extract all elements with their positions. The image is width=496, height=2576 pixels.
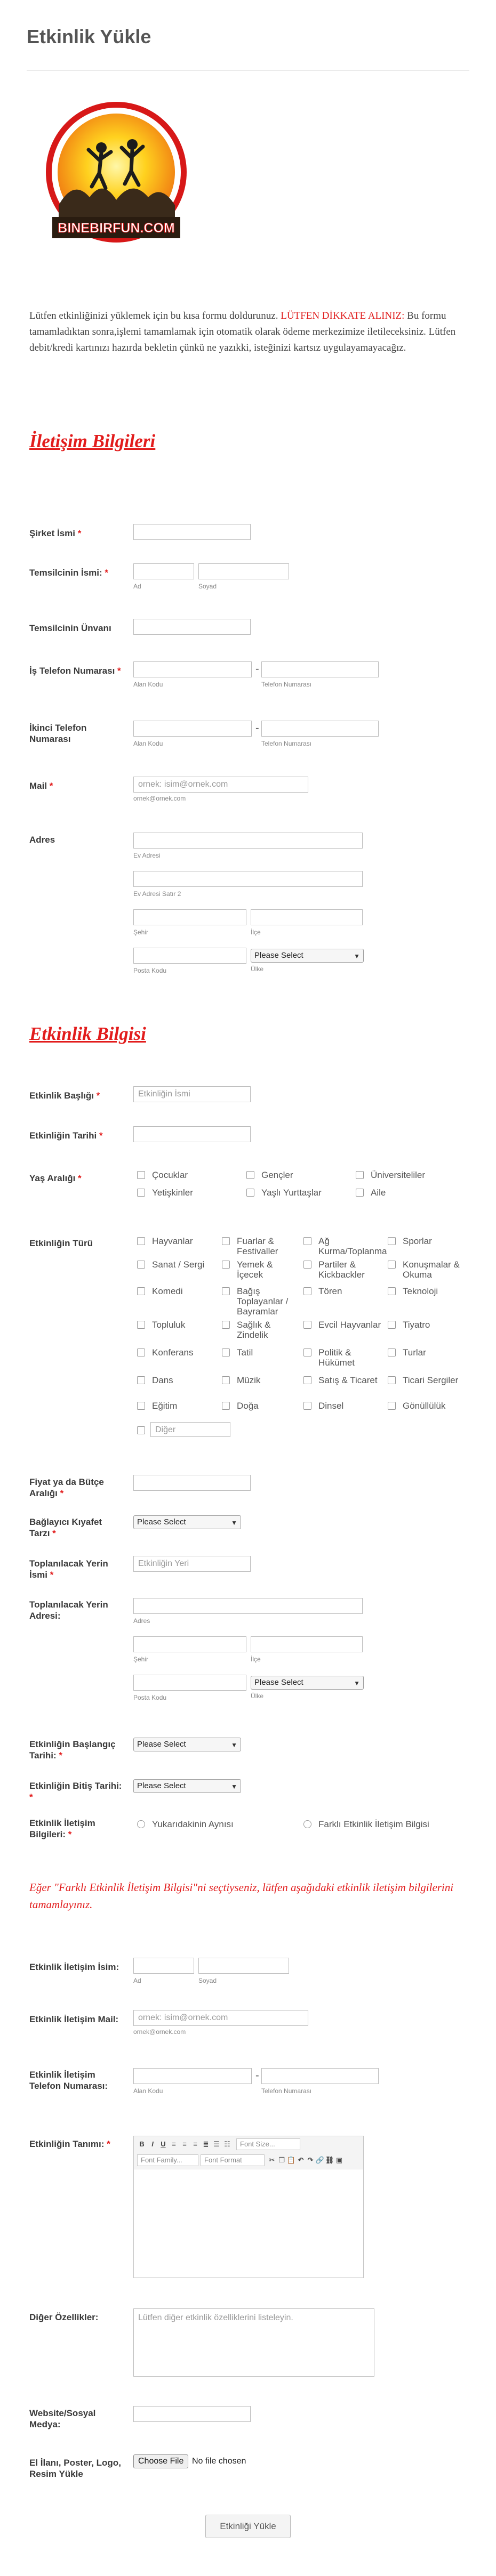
section-contact-heading: İletişim Bilgileri xyxy=(29,431,156,451)
contact-phone-area-sub: Alan Kodu xyxy=(133,2087,163,2095)
intro-warning: LÜTFEN DİKKATE ALINIZ: xyxy=(281,310,405,321)
start-date-select[interactable]: Please Select ▼ xyxy=(133,1738,241,1751)
contact-info-label: Etkinlik İletişim Bilgileri: * xyxy=(29,1818,95,1839)
venue-district-input[interactable] xyxy=(251,1636,363,1652)
bullet-list-icon[interactable]: ☰ xyxy=(213,2140,220,2148)
title-divider xyxy=(27,70,469,71)
rep-first-sub: Ad xyxy=(133,583,141,590)
contact-note: Eğer "Farklı Etkinlik İletişim Bilgisi"ni seçtiyseniz, lütfen aşağıdaki etkinlik iletişim bilgilerini tamamlayınız. xyxy=(29,1881,454,1911)
venue-label: Toplanılacak Yerin İsmi * xyxy=(29,1558,108,1580)
price-input[interactable] xyxy=(133,1475,251,1491)
contact-phone-label: Etkinlik İletişim Telefon Numarası: xyxy=(29,2070,108,2091)
company-label: Şirket İsmi * xyxy=(29,528,82,538)
venue-city-input[interactable] xyxy=(133,1636,246,1652)
venue-district-sub: İlçe xyxy=(251,1656,261,1663)
address-city-input[interactable] xyxy=(133,909,246,925)
end-date-label: Etkinliğin Bitiş Tarihi: * xyxy=(29,1781,122,1802)
address-country-sub: Ülke xyxy=(251,965,264,973)
address-city-sub: Şehir xyxy=(133,928,149,936)
venue-address-label: Toplanılacak Yerin Adresi: xyxy=(29,1600,108,1621)
venue-address-line-input[interactable] xyxy=(133,1598,363,1614)
contact-phone-number-input[interactable] xyxy=(261,2068,379,2084)
venue-input[interactable]: Etkinliğin Yeri xyxy=(133,1556,251,1572)
venue-zip-sub: Posta Kodu xyxy=(133,1694,167,1701)
redo-icon[interactable]: ↷ xyxy=(307,2156,314,2164)
align-center-icon[interactable]: ≡ xyxy=(182,2140,187,2148)
address-line2-sub: Ev Adresi Satır 2 xyxy=(133,890,181,898)
font-family-select[interactable]: Font Family... xyxy=(137,2154,198,2166)
work-phone-number-sub: Telefon Numarası xyxy=(261,681,312,688)
section-event-heading: Etkinlik Bilgisi xyxy=(29,1023,146,1044)
submit-button[interactable]: Etkinliği Yükle xyxy=(205,2515,291,2538)
rep-name-label: Temsilcinin İsmi: * xyxy=(29,568,109,578)
rep-first-name-input[interactable] xyxy=(133,563,194,579)
logo xyxy=(42,99,191,253)
address-line1-sub: Ev Adresi xyxy=(133,852,161,859)
mail-sub: ornek@ornek.com xyxy=(133,795,186,802)
chevron-down-icon: ▼ xyxy=(231,1783,237,1790)
chevron-down-icon: ▼ xyxy=(231,1741,237,1749)
second-phone-area-sub: Alan Kodu xyxy=(133,740,163,747)
venue-country-sub: Ülke xyxy=(251,1692,264,1700)
venue-city-sub: Şehir xyxy=(133,1656,149,1663)
second-phone-number-sub: Telefon Numarası xyxy=(261,740,312,747)
venue-address-line-sub: Adres xyxy=(133,1617,150,1625)
intro-text-1: Lütfen etkinliğinizi yüklemek için bu kısa formu doldurunuz. xyxy=(29,310,278,321)
contact-last-sub: Soyad xyxy=(198,1977,217,1984)
contact-mail-sub: ornek@ornek.com xyxy=(133,2028,186,2036)
address-line1-input[interactable] xyxy=(133,833,363,849)
rep-title-label: Temsilcinin Ünvanı xyxy=(29,623,111,633)
event-title-label: Etkinlik Başlığı * xyxy=(29,1091,100,1101)
address-label: Adres xyxy=(29,835,55,845)
font-size-select[interactable]: Font Size... xyxy=(236,2138,300,2150)
intro-paragraph xyxy=(29,308,467,356)
numbered-list-icon[interactable]: ☷ xyxy=(224,2140,230,2148)
align-right-icon[interactable]: ≡ xyxy=(193,2140,197,2148)
link-icon[interactable]: 🔗 xyxy=(315,2156,325,2164)
undo-icon[interactable]: ↶ xyxy=(298,2156,304,2164)
event-date-label: Etkinliğin Tarihi * xyxy=(29,1130,103,1141)
company-input[interactable] xyxy=(133,524,251,540)
venue-country-select[interactable]: Please Select ▼ xyxy=(251,1676,364,1690)
event-type-other-input[interactable]: Diğer xyxy=(150,1422,230,1437)
intro-text-2: Bu formu tamamladıktan sonra,işlemi tamamlamak için otomatik olarak ödeme merkezimize iletileceksiniz. Lütfen debit/kredi kartınızı hazırda bekletin çünkü ne yazıkki, isteğinizi kartsız uygulayamayacağız. xyxy=(29,310,456,353)
chevron-down-icon: ▼ xyxy=(231,1519,237,1527)
event-type-label: Etkinliğin Türü xyxy=(29,1238,93,1248)
other-features-label: Diğer Özellikler: xyxy=(29,2312,99,2322)
phone-dash: - xyxy=(255,663,259,675)
address-line2-input[interactable] xyxy=(133,871,363,887)
address-zip-input[interactable] xyxy=(133,948,246,964)
upload-label: El İlanı, Poster, Logo, Resim Yükle xyxy=(29,2458,121,2479)
cut-icon[interactable]: ✂ xyxy=(269,2156,275,2164)
chevron-down-icon: ▼ xyxy=(354,952,360,960)
mail-input[interactable]: ornek: isim@ornek.com xyxy=(133,777,308,793)
phone-dash: - xyxy=(255,722,259,734)
other-features-textarea[interactable]: Lütfen diğer etkinlik özelliklerini listeleyin. xyxy=(133,2308,374,2377)
second-phone-number-input[interactable] xyxy=(261,721,379,737)
bold-icon[interactable]: B xyxy=(139,2140,145,2148)
unlink-icon[interactable]: ⛓ xyxy=(325,2156,334,2164)
justify-icon[interactable]: ≣ xyxy=(203,2140,209,2148)
contact-mail-label: Etkinlik İletişim Mail: xyxy=(29,2014,119,2024)
description-label: Etkinliğin Tanımı: * xyxy=(29,2139,110,2149)
event-title-input[interactable]: Etkinliğin İsmi xyxy=(133,1086,251,1102)
address-district-input[interactable] xyxy=(251,909,363,925)
age-range-label: Yaş Aralığı * xyxy=(29,1173,82,1183)
rep-title-input[interactable] xyxy=(133,619,251,635)
form-title: Etkinlik Yükle xyxy=(27,26,151,47)
logo-wordmark: BINEBIRFUN.COM xyxy=(58,221,175,236)
address-district-sub: İlçe xyxy=(251,928,261,936)
event-date-input[interactable] xyxy=(133,1126,251,1142)
align-left-icon[interactable]: ≡ xyxy=(172,2140,176,2148)
chevron-down-icon: ▼ xyxy=(354,1679,360,1687)
dress-label: Bağlayıcı Kıyafet Tarzı * xyxy=(29,1517,102,1538)
rep-last-sub: Soyad xyxy=(198,583,217,590)
description-editor[interactable] xyxy=(133,2136,364,2278)
italic-icon[interactable]: I xyxy=(151,2140,154,2148)
contact-first-sub: Ad xyxy=(133,1977,141,1984)
address-zip-sub: Posta Kodu xyxy=(133,967,167,974)
contact-name-label: Etkinlik İletişim İsim: xyxy=(29,1962,119,1972)
contact-last-name-input[interactable] xyxy=(198,1958,289,1974)
underline-icon[interactable]: U xyxy=(161,2140,166,2148)
end-date-select[interactable]: Please Select ▼ xyxy=(133,1779,241,1793)
dress-select[interactable]: Please Select ▼ xyxy=(133,1515,241,1529)
contact-mail-input[interactable]: ornek: isim@ornek.com xyxy=(133,2010,308,2026)
second-phone-area-input[interactable] xyxy=(133,721,252,737)
file-status: No file chosen xyxy=(192,2457,246,2466)
venue-zip-input[interactable] xyxy=(133,1675,246,1691)
image-icon[interactable]: ▣ xyxy=(335,2156,343,2164)
work-phone-area-input[interactable] xyxy=(133,661,252,677)
editor-toolbar xyxy=(134,2136,363,2169)
website-input[interactable] xyxy=(133,2406,251,2422)
second-phone-label: İkinci Telefon Numarası xyxy=(29,723,87,744)
website-label: Website/Sosyal Medya: xyxy=(29,2408,96,2429)
rep-last-name-input[interactable] xyxy=(198,563,289,579)
price-label: Fiyat ya da Bütçe Aralığı * xyxy=(29,1477,104,1498)
contact-first-name-input[interactable] xyxy=(133,1958,194,1974)
font-format-select[interactable]: Font Format xyxy=(201,2154,265,2166)
contact-phone-area-input[interactable] xyxy=(133,2068,252,2084)
work-phone-number-input[interactable] xyxy=(261,661,379,677)
work-phone-area-sub: Alan Kodu xyxy=(133,681,163,688)
address-country-select[interactable]: Please Select ▼ xyxy=(251,949,364,963)
contact-phone-number-sub: Telefon Numarası xyxy=(261,2087,312,2095)
mail-label: Mail * xyxy=(29,781,53,791)
work-phone-label: İş Telefon Numarası * xyxy=(29,666,121,676)
copy-icon[interactable]: ❐ xyxy=(278,2156,285,2164)
start-date-label: Etkinliğin Başlangıç Tarihi: * xyxy=(29,1739,116,1761)
choose-file-button[interactable]: Choose File xyxy=(133,2454,188,2468)
phone-dash: - xyxy=(255,2070,259,2081)
paste-icon[interactable]: 📋 xyxy=(286,2156,296,2164)
